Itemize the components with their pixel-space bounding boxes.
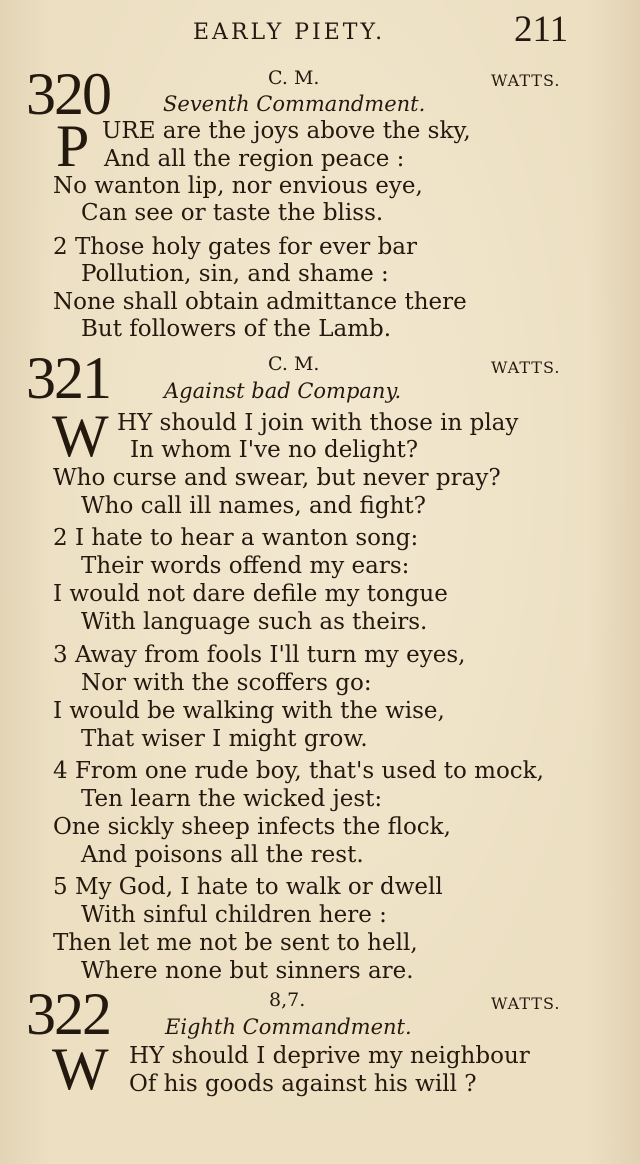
- verse-line: And poisons all the rest.: [81, 842, 364, 868]
- verse-line: With language such as theirs.: [81, 609, 428, 635]
- verse-line: And all the region peace :: [104, 146, 405, 172]
- drop-cap: P: [56, 113, 90, 179]
- verse-line: With sinful children here :: [81, 902, 387, 928]
- drop-cap: W: [52, 403, 109, 469]
- hymn-meter: 8,7.: [269, 989, 306, 1011]
- verse-line: Their words offend my ears:: [81, 553, 410, 579]
- hymn-author: WATTS.: [491, 994, 561, 1013]
- verse-line: But followers of the Lamb.: [81, 316, 392, 342]
- verse-line: Pollution, sin, and shame :: [81, 261, 389, 287]
- hymn-number: 320: [26, 61, 110, 127]
- verse-line: Can see or taste the bliss.: [81, 200, 384, 226]
- hymn-meter: C. M.: [268, 67, 320, 89]
- verse-line: In whom I've no delight?: [130, 437, 419, 463]
- verse-line: Who call ill names, and fight?: [81, 493, 426, 519]
- page-number: 211: [514, 9, 569, 50]
- verse-line: That wiser I might grow.: [81, 726, 368, 752]
- hymn-author: WATTS.: [491, 71, 561, 90]
- verse-line: 5 My God, I hate to walk or dwell: [53, 874, 443, 900]
- drop-cap: W: [52, 1036, 109, 1102]
- verse-line: 2 I hate to hear a wanton song:: [53, 525, 419, 551]
- verse-line: Of his goods against his will ?: [129, 1071, 477, 1097]
- verse-line: Where none but sinners are.: [81, 958, 414, 984]
- hymn-author: WATTS.: [491, 358, 561, 377]
- verse-line: HY should I deprive my neighbour: [129, 1043, 530, 1069]
- verse-line: None shall obtain admittance there: [53, 289, 467, 315]
- hymn-subtitle: Seventh Commandment.: [163, 92, 426, 116]
- hymn-number: 321: [26, 345, 110, 411]
- verse-line: Then let me not be sent to hell,: [53, 930, 418, 956]
- verse-line: I would not dare defile my tongue: [53, 581, 448, 607]
- hymn-meter: C. M.: [268, 353, 320, 375]
- running-header: EARLY PIETY.: [193, 20, 386, 45]
- verse-line: No wanton lip, nor envious eye,: [53, 173, 423, 199]
- verse-line: I would be walking with the wise,: [53, 698, 445, 724]
- verse-line: 4 From one rude boy, that's used to mock,: [53, 758, 544, 784]
- verse-line: Who curse and swear, but never pray?: [53, 465, 501, 491]
- verse-line: URE are the joys above the sky,: [102, 118, 471, 144]
- verse-line: 3 Away from fools I'll turn my eyes,: [53, 642, 466, 668]
- verse-line: HY should I join with those in play: [117, 410, 519, 436]
- verse-line: 2 Those holy gates for ever bar: [53, 234, 418, 260]
- verse-line: Ten learn the wicked jest:: [81, 786, 383, 812]
- hymn-subtitle: Eighth Commandment.: [165, 1015, 412, 1039]
- verse-line: Nor with the scoffers go:: [81, 670, 372, 696]
- verse-line: One sickly sheep infects the flock,: [53, 814, 451, 840]
- hymn-number: 322: [26, 981, 110, 1047]
- hymn-subtitle: Against bad Company.: [164, 379, 402, 403]
